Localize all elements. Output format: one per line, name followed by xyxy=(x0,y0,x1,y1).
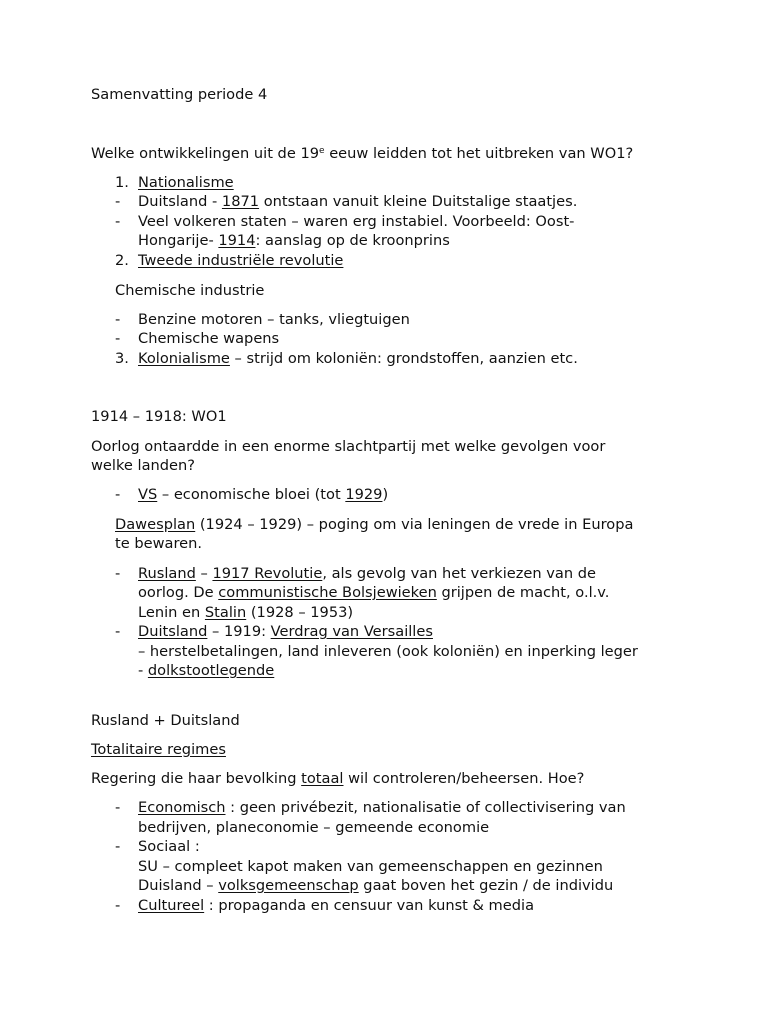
bullet-item: - Economisch : geen privébezit, nationalisatie of collectivisering van xyxy=(115,799,626,816)
numbered-item-2: 2. Tweede industriële revolutie xyxy=(115,252,344,269)
bullet-item-continuation: oorlog. De communistische Bolsjewieken grijpen de macht, o.l.v. xyxy=(138,584,610,601)
numbered-item-3: 3. Kolonialisme – strijd om koloniën: grondstoffen, aanzien etc. xyxy=(115,350,578,367)
bullet-item: - Duitsland – 1919: Verdrag van Versailles xyxy=(115,623,433,640)
bullet-item-continuation: Lenin en Stalin (1928 – 1953) xyxy=(138,604,354,621)
bullet-item-continuation: – herstelbetalingen, land inleveren (ook koloniën) en inperking leger xyxy=(138,643,638,660)
question-line: Oorlog ontaardde in een enorme slachtpartij met welke gevolgen voor xyxy=(91,438,606,455)
sub-heading: Totalitaire regimes xyxy=(91,741,226,758)
bullet-item: - Cultureel : propaganda en censuur van kunst & media xyxy=(115,897,535,914)
bullet-item: - Duitsland - 1871 ontstaan vanuit kleine Duitstalige staatjes. xyxy=(115,193,578,210)
numbered-item-1: 1. Nationalisme xyxy=(115,174,234,191)
bullet-item-continuation: Hongarije- 1914: aanslag op de kroonprins xyxy=(138,232,450,249)
superscript: e xyxy=(319,146,325,156)
bullet-item: - Chemische wapens xyxy=(115,330,280,347)
bullet-item-continuation: - dolkstootlegende xyxy=(138,662,275,679)
question-heading-1: Welke ontwikkelingen uit de 19e eeuw leidden tot het uitbreken van WO1? xyxy=(91,145,634,162)
bullet-item: - Veel volkeren staten – waren erg instabiel. Voorbeeld: Oost- xyxy=(115,213,575,230)
bullet-item-continuation: SU – compleet kapot maken van gemeenschappen en gezinnen xyxy=(138,858,603,875)
document-title: Samenvatting periode 4 xyxy=(91,86,268,103)
bullet-item-continuation: bedrijven, planeconomie – gemeende economie xyxy=(138,819,490,836)
sub-heading: Chemische industrie xyxy=(115,282,265,299)
bullet-item: - Rusland – 1917 Revolutie, als gevolg van het verkiezen van de xyxy=(115,565,596,582)
question-line: Regering die haar bevolking totaal wil controleren/beheersen. Hoe? xyxy=(91,770,585,787)
paragraph-continuation: te bewaren. xyxy=(115,535,203,552)
bullet-item: - Benzine motoren – tanks, vliegtuigen xyxy=(115,311,410,328)
bullet-item-continuation: Duisland – volksgemeenschap gaat boven het gezin / de individu xyxy=(138,877,614,894)
bullet-item: - VS – economische bloei (tot 1929) xyxy=(115,486,389,503)
bullet-item: - Sociaal : xyxy=(115,838,200,855)
section-heading-totalitarian: Rusland + Duitsland xyxy=(91,712,240,729)
question-line: welke landen? xyxy=(91,457,196,474)
section-heading-ww1: 1914 – 1918: WO1 xyxy=(91,408,227,425)
paragraph: Dawesplan (1924 – 1929) – poging om via leningen de vrede in Europa xyxy=(115,516,634,533)
